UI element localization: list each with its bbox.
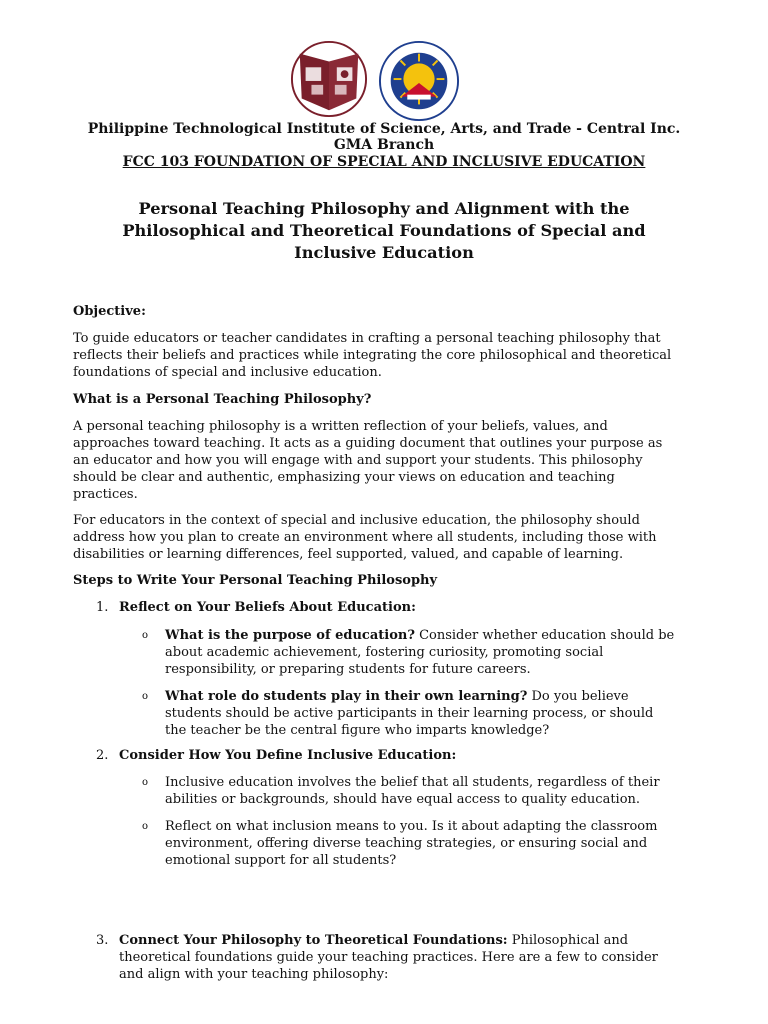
bullet-icon: o [142, 821, 149, 832]
objective-paragraph [73, 330, 713, 381]
paragraph-line: foundations of special and inclusive education. [73, 365, 382, 380]
bullet-line: emotional support for all students? [165, 853, 397, 868]
step-number: 2. [96, 748, 109, 763]
steps-heading: Steps to Write Your Personal Teaching Philosophy [73, 573, 438, 588]
bullet-icon: o [142, 630, 149, 641]
bullet-line: Reflect on what inclusion means to you. Is it about adapting the classroom [165, 819, 658, 834]
bullet-lead: What is the purpose of education? [165, 628, 415, 643]
paragraph-line: practices. [73, 487, 138, 502]
branch-name: GMA Branch [333, 137, 435, 153]
step-1-label: Reflect on Your Beliefs About Education: [119, 600, 416, 615]
paragraph-line: For educators in the context of special and inclusive education, the philosophy should [73, 513, 640, 528]
title-line: Personal Teaching Philosophy and Alignment with the [138, 199, 630, 218]
bullet-rest: Consider whether education should be [414, 628, 675, 643]
title-line: Philosophical and Theoretical Foundations of Special and [122, 221, 646, 240]
document-title [100, 198, 668, 264]
step-3-label: Connect Your Philosophy to Theoretical Foundations: [119, 933, 508, 948]
bullet-icon: o [142, 691, 149, 702]
step-2-bullet-1 [165, 774, 705, 808]
step-line [119, 932, 701, 949]
what-is-heading: What is a Personal Teaching Philosophy? [73, 392, 372, 407]
what-is-paragraph-1 [73, 418, 713, 503]
ched-seal-icon [378, 40, 460, 122]
course-title: FCC 103 FOUNDATION OF SPECIAL AND INCLUSIVE EDUCATION [122, 154, 646, 170]
bullet-line: the teacher be the central figure who imparts knowledge? [165, 723, 550, 738]
step-line: theoretical foundations guide your teaching practices. Here are a few to consider [119, 950, 658, 965]
title-line: Inclusive Education [294, 243, 474, 262]
step-1-bullet-2 [165, 688, 705, 739]
step-number: 3. [96, 933, 109, 948]
bullet-line: about academic achievement, fostering curiosity, promoting social [165, 645, 604, 660]
paragraph-line: To guide educators or teacher candidates in crafting a personal teaching philosophy that [73, 331, 661, 346]
step-3-rest: Philosophical and [507, 933, 629, 948]
paragraph-line: address how you plan to create an environment where all students, including those with [73, 530, 657, 545]
bullet-line: abilities or backgrounds, should have equal access to quality education. [165, 792, 641, 807]
paragraph-line: an educator and how you will engage with and support your students. This philosophy [73, 453, 643, 468]
step-number: 1. [96, 600, 109, 615]
bullet-icon: o [142, 777, 149, 788]
header-logos [0, 40, 768, 120]
what-is-paragraph-2 [73, 512, 713, 563]
paragraph-line: disabilities or learning differences, feel supported, valued, and capable of learning. [73, 547, 624, 562]
bullet-line: Inclusive education involves the belief that all students, regardless of their [165, 775, 660, 790]
bullet-lead: What role do students play in their own learning? [165, 689, 528, 704]
bullet-line [165, 688, 705, 705]
institution-logo [290, 40, 368, 118]
institution-name: Philippine Technological Institute of Science, Arts, and Trade - Central Inc. [87, 121, 681, 137]
objective-heading: Objective: [73, 304, 146, 319]
step-2-bullet-2 [165, 818, 705, 869]
step-1-bullet-1 [165, 627, 705, 678]
bullet-line [165, 627, 705, 644]
step-2-label: Consider How You Define Inclusive Education: [119, 748, 457, 763]
paragraph-line: A personal teaching philosophy is a written reflection of your beliefs, values, and [73, 419, 608, 434]
step-line: and align with your teaching philosophy: [119, 967, 389, 982]
step-3-paragraph [119, 932, 701, 983]
paragraph-line: should be clear and authentic, emphasizing your views on education and teaching [73, 470, 615, 485]
bullet-rest: Do you believe [527, 689, 629, 704]
paragraph-line: reflects their beliefs and practices while integrating the core philosophical and theoretical [73, 348, 672, 363]
bullet-line: environment, offering diverse teaching strategies, or ensuring social and [165, 836, 648, 851]
paragraph-line: approaches toward teaching. It acts as a guiding document that outlines your purpose as [73, 436, 663, 451]
bullet-line: students should be active participants in their learning process, or should [165, 706, 654, 721]
bullet-line: responsibility, or preparing students for future careers. [165, 662, 531, 677]
